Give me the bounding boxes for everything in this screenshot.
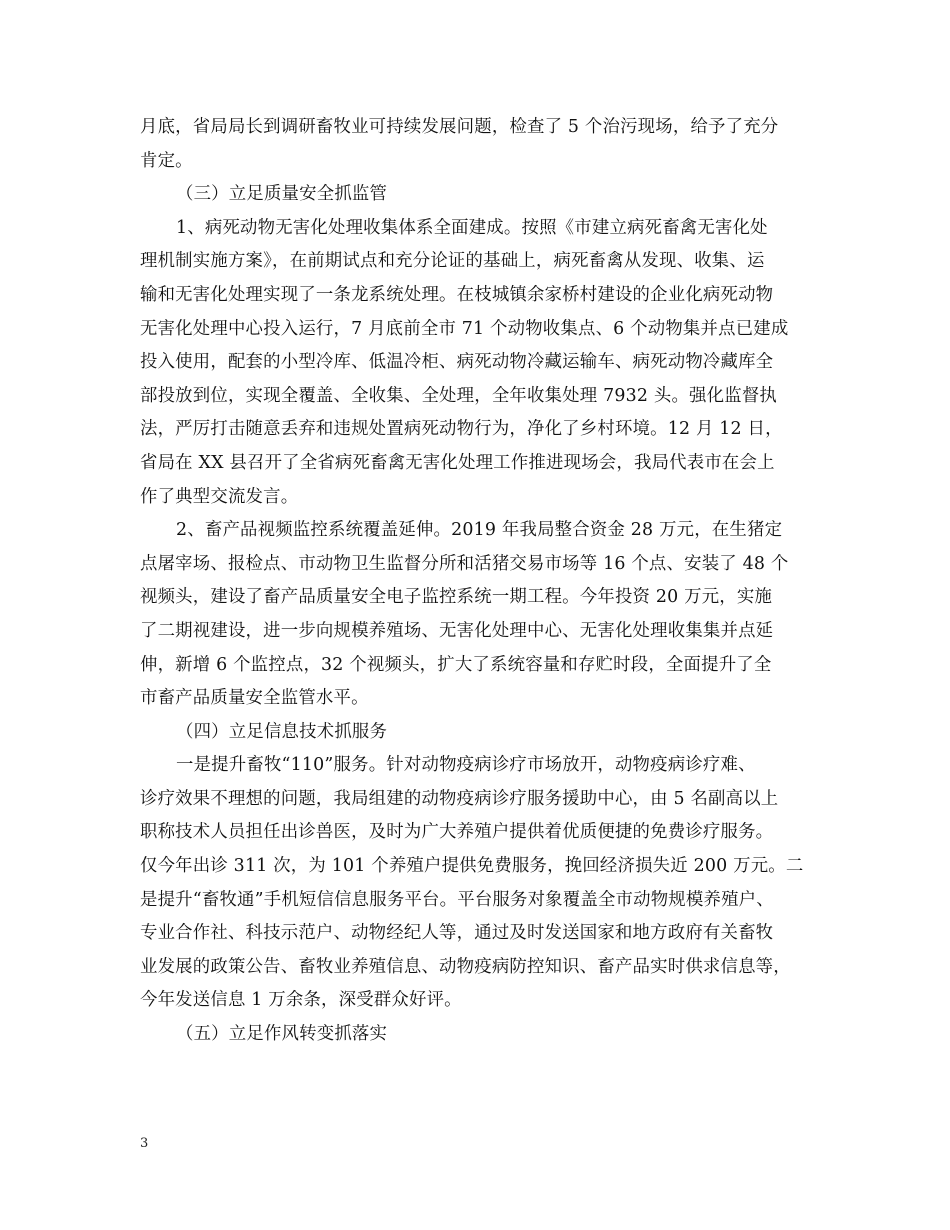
section-heading: （五）立足作风转变抓落实 [176, 1024, 388, 1045]
section-heading: （三）立足质量安全抓监管 [176, 184, 388, 205]
text-line: 法，严厉打击随意丢弃和违规处置病死动物行为，净化了乡村环境。12 月 12 日， [140, 419, 783, 440]
text-line: 投入使用，配套的小型冷库、低温冷柜、病死动物冷藏运输车、病死动物冷藏库全 [140, 352, 774, 373]
text-line: 职称技术人员担任出诊兽医，及时为广大养殖户提供着优质便捷的免费诊疗服务。 [140, 822, 774, 843]
text-line: 点屠宰场、报检点、市动物卫生监督分所和活猪交易市场等 16 个点、安装了 48 个 [140, 553, 789, 574]
text-line: 市畜产品质量安全监管水平。 [140, 688, 369, 709]
text-line: 部投放到位，实现全覆盖、全收集、全处理，全年收集处理 7932 头。强化监督执 [140, 385, 778, 406]
text-line: 月底，省局局长到调研畜牧业可持续发展问题，检查了 5 个治污现场，给予了充分 [140, 117, 779, 137]
text-line: 专业合作社、科技示范户、动物经纪人等，通过及时发送国家和地方政府有关畜牧 [140, 923, 774, 944]
paragraph-start-line: 2、畜产品视频监控系统覆盖延伸。2019 年我局整合资金 28 万元，在生猪定 [176, 520, 783, 541]
text-line: 了二期视建设，进一步向规模养殖场、无害化处理中心、无害化处理收集集并点延 [140, 620, 774, 641]
text-line: 是提升“畜牧通”手机短信信息服务平台。平台服务对象覆盖全市动物规模养殖户、 [140, 889, 774, 910]
text-line: 仅今年出诊 311 次，为 101 个养殖户提供免费服务，挽回经济损失近 200 万元。二 [140, 856, 804, 877]
document-body [140, 111, 812, 1052]
text-line: 输和无害化处理实现了一条龙系统处理。在枝城镇余家桥村建设的企业化病死动物 [140, 284, 774, 305]
text-line: 视频头，建设了畜产品质量安全电子监控系统一期工程。今年投资 20 万元，实施 [140, 587, 773, 608]
text-line: 肯定。 [140, 150, 193, 171]
text-line: 伸，新增 6 个监控点，32 个视频头，扩大了系统容量和存贮时段，全面提升了全 [140, 654, 772, 675]
paragraph-start-line: 1、病死动物无害化处理收集体系全面建成。按照《市建立病死畜禽无害化处 [176, 217, 768, 238]
text-line: 无害化处理中心投入运行，7 月底前全市 71 个动物收集点、6 个动物集并点已建成 [140, 318, 789, 339]
text-line: 业发展的政策公告、畜牧业养殖信息、动物疫病防控知识、畜产品实时供求信息等， [140, 956, 791, 977]
page-number: 3 [140, 1136, 149, 1151]
paragraph-start-line: 一是提升畜牧“110”服务。针对动物疫病诊疗市场放开，动物疫病诊疗难、 [176, 755, 756, 776]
text-line: 今年发送信息 1 万余条，深受群众好评。 [140, 990, 462, 1011]
text-line: 诊疗效果不理想的问题，我局组建的动物疫病诊疗服务援助中心，由 5 名副高以上 [140, 788, 779, 809]
section-heading: （四）立足信息技术抓服务 [176, 721, 388, 742]
text-line: 理机制实施方案》，在前期试点和充分论证的基础上，病死畜禽从发现、收集、运 [140, 251, 765, 272]
text-line: 作了典型交流发言。 [140, 486, 299, 507]
text-line: 省局在 XX 县召开了全省病死畜禽无害化处理工作推进现场会，我局代表市在会上 [140, 452, 775, 473]
